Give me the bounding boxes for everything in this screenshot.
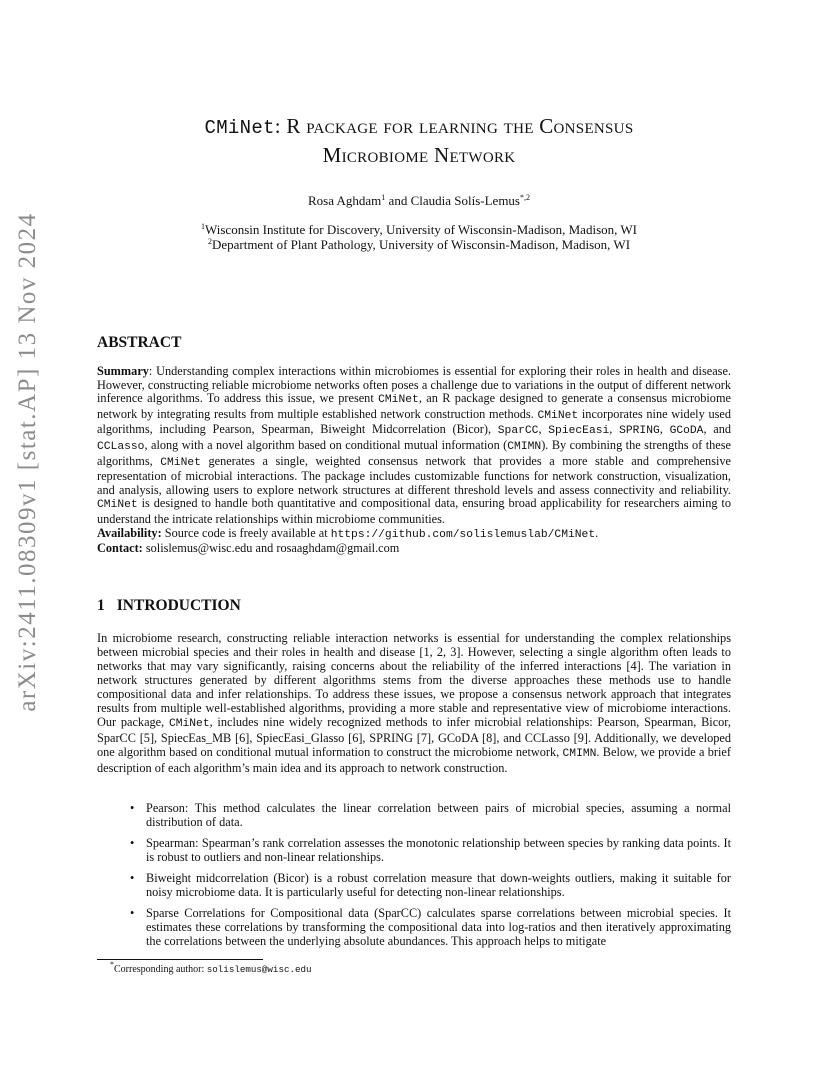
author-1-affil: 1	[381, 193, 386, 202]
paper-title	[100, 113, 738, 169]
author-2: Claudia Solís-Lemus	[410, 193, 520, 208]
abstract-heading: ABSTRACT	[97, 334, 182, 351]
algorithm-list	[97, 801, 731, 955]
github-link[interactable]: https://github.com/solislemuslab/CMiNet	[330, 528, 596, 541]
introduction-heading: 1 INTRODUCTION	[97, 597, 241, 614]
footnote-rule	[97, 959, 263, 960]
list-item: • Biweight midcorrelation (Bicor) is a robust correlation measure that down-weights outliers, making it suitable for noisy microbiome data. It is particularly useful for detecting non-linear relationships.	[130, 871, 731, 899]
arxiv-sidebar-stamp: arXiv:2411.08309v1 [stat.AP] 13 Nov 2024	[14, 212, 41, 712]
list-item: • Sparse Correlations for Compositional data (SparCC) calculates sparse correlations between microbial species. It estimates these correlations by transforming the compositional data into log-ratios and then iteratively approximating the correlations between the underlying absolute abundances. This approach helps to mitigate	[130, 906, 731, 948]
abstract-body	[97, 365, 731, 556]
affiliations	[100, 222, 738, 252]
abstract-contact: Contact: solislemus@wisc.edu and rosaaghdam@gmail.com	[97, 541, 400, 556]
affiliation-2: $^2$Department of Plant Pathology, University of Wisconsin-Madison, Madison, WI	[207, 237, 631, 252]
author-list	[100, 193, 738, 209]
affiliation-1: $^1$Wisconsin Institute for Discovery, University of Wisconsin-Madison, Madison, WI	[201, 222, 637, 237]
author-2-affil: *,2	[520, 193, 530, 202]
introduction-paragraph: In microbiome research, constructing reliable interaction networks is essential for understanding the complex relationships between microbial species and their roles in health and disease [1, 2, 3]. However, selecting a single algorithm often leads to networks that may vary significantly, raising concerns about the reliability of the inferred interactions [4]. The variation in network structures generated by different algorithms stems from the diverse approaches these methods use to handle compositional data and infer relationships. To address these issues, we propose a consensus network approach that integrates results from multiple well-established algorithms, providing a more stable and representative view of microbiome interactions. Our package, CMiNet, includes nine widely recognized methods to infer microbial relationships: Pearson, Spearman, Bicor, SparCC [5], SpiecEas_MB [6], SpiecEasi_Glasso [6], SPRING [7], GCoDA [8], and CCLasso [9]. Additionally, we developed one algorithm based on conditional mutual information to construct the microbiome network, CMIMN. Below, we provide a brief description of each algorithm’s main idea and its approach to network construction.	[97, 631, 731, 775]
title-line-2: Microbiome Network	[322, 143, 516, 167]
footnote-email[interactable]: solislemus@wisc.edu	[206, 964, 312, 975]
title-package-name: CMiNet	[204, 117, 275, 139]
abstract-summary: Summary: Understanding complex interactions within microbiomes is essential for exploring their roles in health and disease. However, constructing reliable microbiome networks often poses a challenge due to variations in the output of different network inference algorithms. To address this issue, we present CMiNet, an R package designed to generate a consensus microbiome network by integrating results from multiple established network construction methods. CMiNet incorporates nine widely used algorithms, including Pearson, Spearman, Biweight Midcorrelation (Bicor), SparCC, SpiecEasi, SPRING, GCoDA, and CCLasso, along with a novel algorithm based on conditional mutual information (CMIMN). By combining the strengths of these algorithms, CMiNet generates a single, weighted consensus network that provides a more stable and comprehensive representation of microbial interactions. The package includes customizable functions for network construction, visualization, and analysis, allowing users to explore network structures at different threshold levels and assess connectivity and reliability. CMiNet is designed to handle both quantitative and compositional data, ensuring broad applicability for researchers aiming to understand the intricate relationships within microbiome communities.	[97, 364, 732, 526]
list-item: • Pearson: This method calculates the linear correlation between pairs of microbial species, assuming a normal distribution of data.	[130, 801, 731, 829]
abstract-availability: Availability: Source code is freely available at https://github.com/solislemuslab/CMiNet.	[97, 525, 599, 541]
contact-emails[interactable]: solislemus@wisc.edu and rosaaghdam@gmail.com	[142, 541, 400, 556]
author-1: Rosa Aghdam	[307, 193, 382, 208]
footnote: *Corresponding author: solislemus@wisc.edu	[110, 960, 312, 975]
title-line-1: : R package for learning the Consensus	[274, 114, 634, 138]
author-and: and	[388, 193, 408, 208]
list-item: • Spearman: Spearman’s rank correlation assesses the monotonic relationship between species by ranking data points. It is robust to outliers and non-linear relationships.	[130, 836, 731, 864]
